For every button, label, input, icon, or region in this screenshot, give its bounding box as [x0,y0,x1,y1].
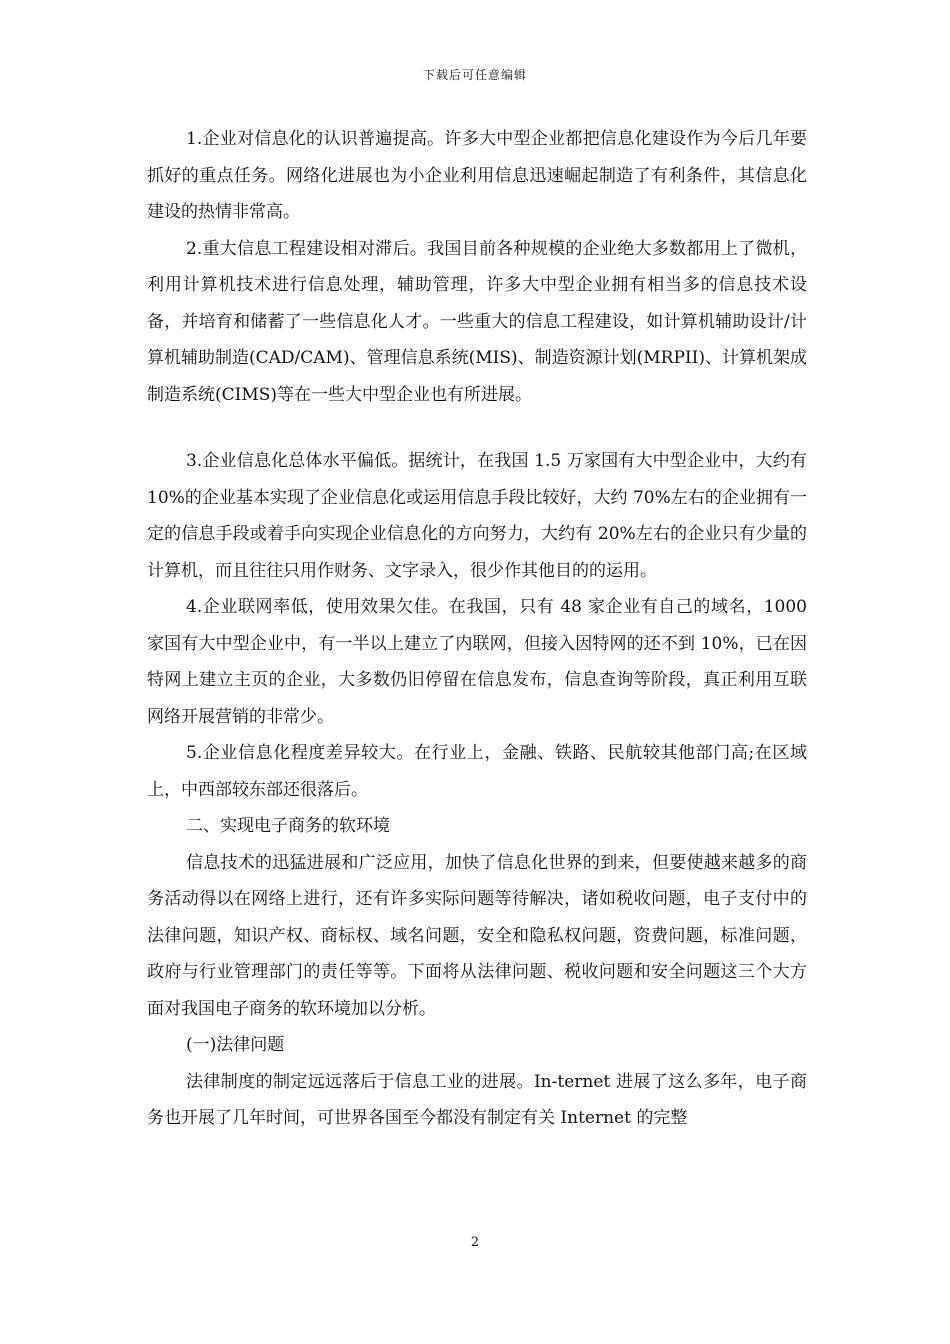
paragraph-item-1: 1.企业对信息化的认识普遍提高。许多大中型企业都把信息化建设作为今后几年要抓好的重点任务。网络化进展也为小企业利用信息迅速崛起制造了有利条件，其信息化建设的热情非常高。 [147,129,807,222]
section-intro-paragraph: 信息技术的迅猛进展和广泛应用，加快了信息化世界的到来，但要使越来越多的商务活动得以在网络上进行，还有许多实际问题等待解决，诸如税收问题，电子支付中的法律问题，知识产权、商标权、域名问题，安全和隐私权问题，资费问题，标准问题，政府与行业管理部门的责任等等。下面将从法律问题、税收问题和安全问题这三个大方面对我国电子商务的软环境加以分析。 [147,852,807,1019]
page-header: 下载后可任意编辑 [422,68,527,82]
subsection-heading-legal: (一)法律问题 [186,1035,285,1055]
page-number: 2 [470,1235,480,1250]
paragraph-item-4: 4.企业联网率低，使用效果欠佳。在我国，只有 48 家企业有自己的域名，1000 家国有大中型企业中，有一半以上建立了内联网，但接入因特网的还不到 10%，已在因特网上建立主页的企业，大多数仍旧停留在信息发布，信息查询等阶段，真正利用互联网络开展营销的非常少。 [147,597,807,727]
paragraph-item-5: 5.企业信息化程度差异较大。在行业上，金融、铁路、民航较其他部门高;在区域上，中西部较东部还很落后。 [147,743,807,800]
legal-paragraph: 法律制度的制定远远落后于信息工业的进展。In-ternet 进展了这么多年，电子商务也开展了几年时间，可世界各国至今都没有制定有关 Internet 的完整 [147,1071,807,1128]
document-body [147,121,807,1137]
paragraph-item-2: 2.重大信息工程建设相对滞后。我国目前各种规模的企业绝大多数都用上了微机，利用计算机技术进行信息处理，辅助管理，许多大中型企业拥有相当多的信息技术设备，并培育和储蓄了一些信息化人才。一些重大的信息工程建设，如计算机辅助设计/计算机辅助制造(CAD/CAM)、管理信息系统(MIS)、制造资源计划(MRPII)、计算机架成制造系统(CIMS)等在一些大中型企业也有所进展。 [147,238,807,405]
section-heading-2: 二、实现电子商务的软环境 [186,816,390,836]
paragraph-item-3: 3.企业信息化总体水平偏低。据统计，在我国 1.5 万家国有大中型企业中，大约有 10%的企业基本实现了企业信息化或运用信息手段比较好，大约 70%左右的企业拥有一定的信息手段或着手向实现企业信息化的方向努力，大约有 20%左右的企业只有少量的计算机，而且往往只用作财务、文字录入，很少作其他目的的运用。 [147,451,807,581]
